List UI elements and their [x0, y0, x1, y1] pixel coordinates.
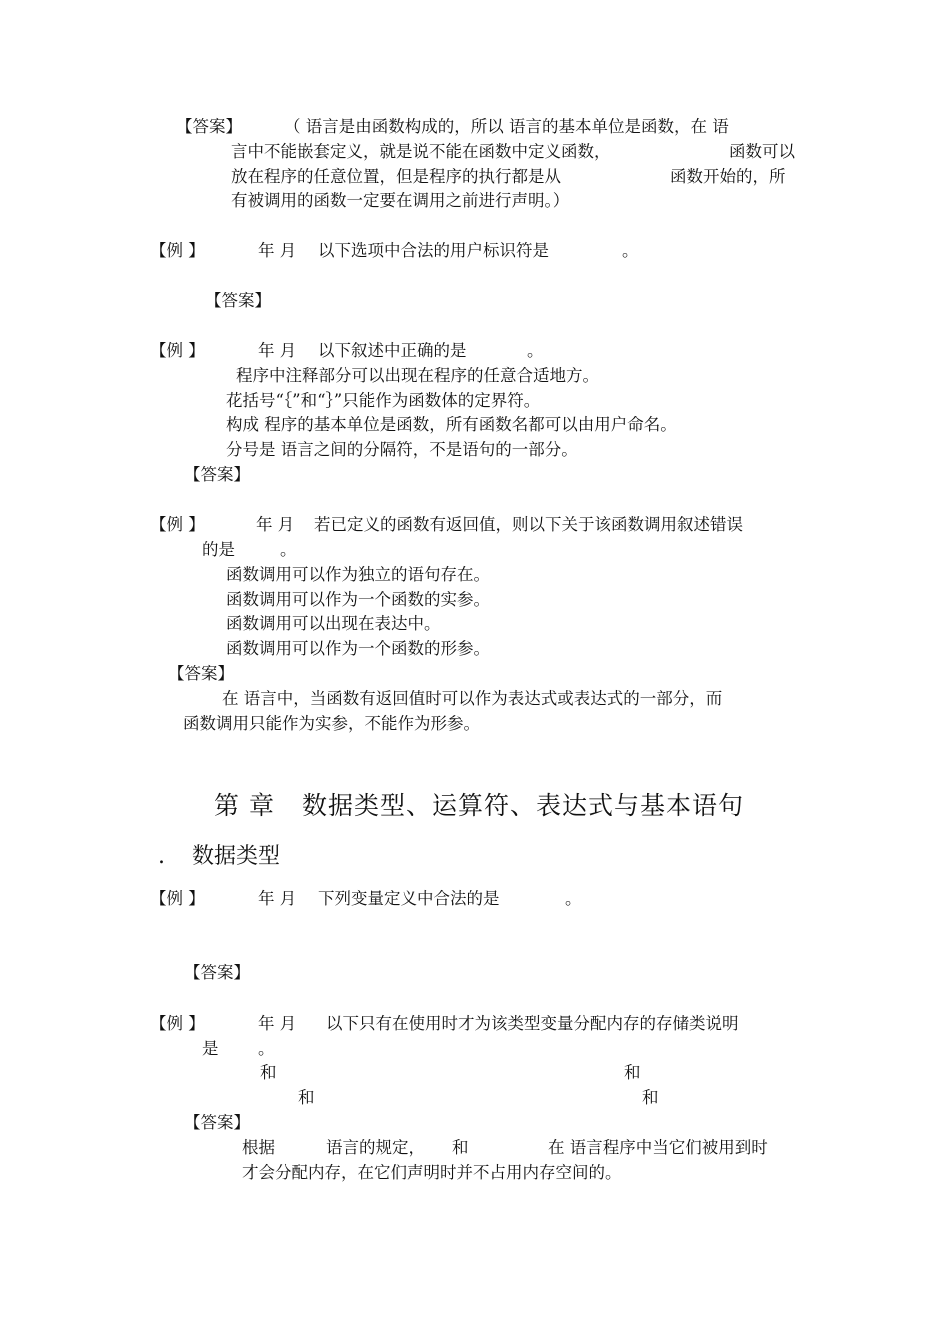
example-date: 年 月: [258, 241, 297, 260]
option-line: 函数调用可以作为一个函数的形参。: [226, 639, 490, 658]
answer-text-line: 言中不能嵌套定义，就是说不能在函数中定义函数，: [231, 142, 611, 161]
answer-text-line: （ 语言是由函数构成的，所以 语言的基本单位是函数，在 语: [284, 117, 729, 136]
example-question-cont: 的是: [202, 540, 235, 559]
answer-text-line: 有被调用的函数一定要在调用之前进行声明。）: [231, 191, 570, 210]
example-date: 年 月: [258, 1014, 297, 1033]
answer-label: 【答案】: [184, 465, 250, 484]
answer-text-line: 放在程序的任意位置，但是程序的执行都是从: [231, 167, 561, 186]
option-and: 和: [642, 1088, 659, 1107]
answer-text-line: 函数开始的，所: [670, 167, 786, 186]
option-and: 和: [298, 1088, 315, 1107]
answer-label: 【答案】: [168, 664, 234, 683]
example-date: 年 月: [258, 889, 297, 908]
answer-text-line: 才会分配内存，在它们声明时并不占用内存空间的。: [242, 1163, 622, 1182]
answer-text-line: 函数可以: [729, 142, 795, 161]
example-label: 【例 】: [150, 1014, 205, 1033]
option-line: 函数调用可以出现在表达中。: [226, 614, 441, 633]
question-end: 。: [527, 341, 544, 360]
example-label: 【例 】: [150, 341, 205, 360]
example-label: 【例 】: [150, 241, 205, 260]
answer-label: 【答案】: [176, 117, 242, 136]
example-question: 以下选项中合法的用户标识符是: [318, 241, 549, 260]
answer-text: 根据: [242, 1138, 275, 1157]
chapter-title: 数据类型、运算符、表达式与基本语句: [302, 791, 745, 820]
answer-text: 在 语言程序中当它们被用到时: [548, 1138, 768, 1157]
answer-text-line: 函数调用只能作为实参，不能作为形参。: [183, 714, 480, 733]
option-line: 函数调用可以作为独立的语句存在。: [226, 565, 490, 584]
option-line: 花括号“｛”和“｝”只能作为函数体的定界符。: [226, 391, 541, 410]
example-label: 【例 】: [150, 889, 205, 908]
example-date: 年 月: [256, 515, 295, 534]
answer-text: 和: [452, 1138, 469, 1157]
question-end: 。: [258, 1039, 275, 1058]
option-line: 程序中注释部分可以出现在程序的任意合适地方。: [236, 366, 599, 385]
option-and: 和: [260, 1063, 277, 1082]
question-end: 。: [280, 540, 297, 559]
section-title: 数据类型: [192, 844, 281, 869]
option-line: 分号是 语言之间的分隔符，不是语句的一部分。: [226, 440, 578, 459]
chapter-prefix: 第 章: [214, 791, 275, 820]
example-label: 【例 】: [150, 515, 205, 534]
example-question-cont: 是: [202, 1039, 219, 1058]
question-end: 。: [622, 241, 639, 260]
answer-label: 【答案】: [184, 1113, 250, 1132]
example-question: 以下叙述中正确的是: [318, 341, 467, 360]
answer-label: 【答案】: [184, 963, 250, 982]
example-question: 以下只有在使用时才为该类型变量分配内存的存储类说明: [326, 1014, 739, 1033]
example-question: 下列变量定义中合法的是: [318, 889, 500, 908]
option-line: 函数调用可以作为一个函数的实参。: [226, 590, 490, 609]
example-date: 年 月: [258, 341, 297, 360]
answer-text-line: 在 语言中，当函数有返回值时可以作为表达式或表达式的一部分，而: [222, 689, 723, 708]
option-line: 构成 程序的基本单位是函数，所有函数名都可以由用户命名。: [226, 415, 677, 434]
option-and: 和: [624, 1063, 641, 1082]
answer-text: 语言的规定，: [326, 1138, 425, 1157]
question-end: 。: [565, 889, 582, 908]
example-question: 若已定义的函数有返回值，则以下关于该函数调用叙述错误: [314, 515, 743, 534]
section-prefix: .: [158, 844, 165, 869]
answer-label: 【答案】: [205, 291, 271, 310]
